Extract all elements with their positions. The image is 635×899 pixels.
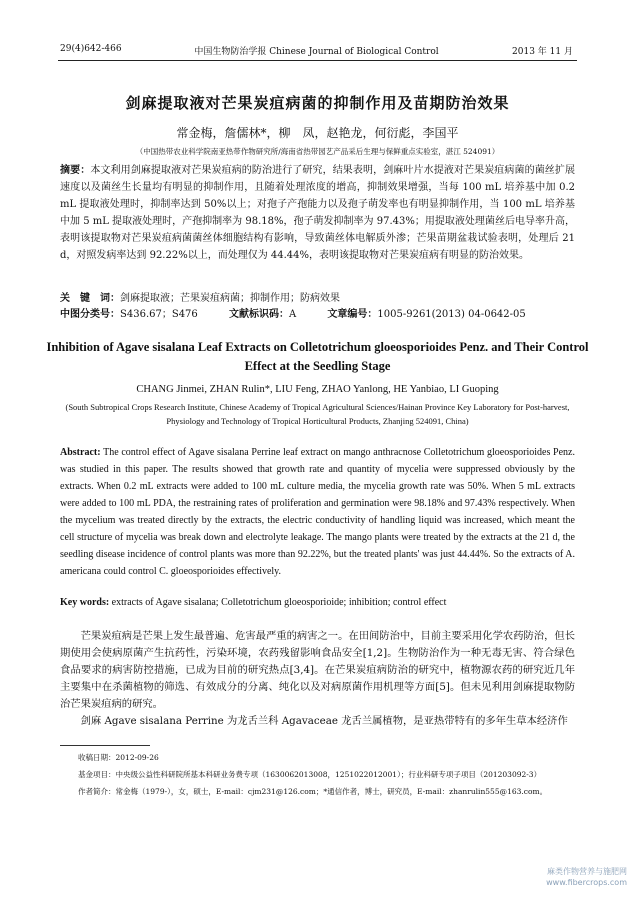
chinese-authors: 常金梅，詹儒林*，柳 凤，赵艳龙，何衍彪，李国平	[176, 126, 459, 140]
watermark-line-2: www.fibercrops.com	[546, 878, 627, 887]
running-header	[60, 44, 573, 58]
chinese-keywords	[60, 290, 575, 307]
footnote-received: 收稿日期：2012-09-26	[78, 753, 159, 762]
doc-code-value: A	[288, 309, 297, 320]
footnote-author-info: 作者简介：常金梅（1979-），女，硕士，E-mail：cjm231@126.com；*通信作者，博士，研究员，E-mail：zhanrulin555@163.com。	[78, 787, 548, 796]
english-title: Inhibition of Agave sisalana Leaf Extracts on Colletotrichum gloeosporioides Penz. and Their Control Effect at the Seedling Stage	[46, 340, 589, 373]
english-abstract-label: Abstract:	[60, 447, 101, 458]
chinese-affiliation: （中国热带农业科学院南亚热带作物研究所/海南省热带园艺产品采后生理与保鲜重点实验室，湛江 524091）	[135, 147, 500, 156]
footnote-funding: 基金项目：中央级公益性科研院所基本科研业务费专项（1630062013008，1251022012001）；行业科研专项子项目（201203092-3）	[78, 770, 542, 779]
doc-code-label: 文献标识码：	[228, 309, 289, 320]
chinese-title: 剑麻提取液对芒果炭疽病菌的抑制作用及苗期防治效果	[125, 94, 510, 112]
english-keywords	[60, 597, 575, 608]
chinese-keywords-label: 关 键 词：	[60, 293, 120, 304]
article-number-value: 1005-9261(2013) 04-0642-05	[377, 309, 526, 320]
footnote-rule	[60, 745, 150, 746]
article-number-label: 文章编号：	[327, 309, 378, 320]
english-abstract-text: The control effect of Agave sisalana Perrine leaf extract on mango anthracnose Colletotrichum gloeosporioides Penz. was studied in this paper. The results showed that growth rate and quantity of mycelia were suppressed obviously by the extracts. When 0.2 mL extracts were added to 100 mL culture media, the mycelia growth rate was 50%. When 5 mL extracts were added to 100 mL PDA, the restraining rates of proliferation and germination were 98.18% and 97.43% respectively. When the mycelium was treated directly by the extracts, the electric conductivity of handling liquid was increased, which meant the cell structure of mycelia was break down and electrolyte leakage. The mango plants were treated by the extracts at the 21 d, the seedling disease incidence of control plants was more than 92.22%, but the treated plants' was just 44.44%. So the extracts of A. americana could control C. gloeosporioides effectively.	[60, 447, 575, 577]
english-abstract	[60, 444, 575, 580]
class-value: S436.67；S476	[120, 309, 198, 320]
english-keywords-text: extracts of Agave sisalana; Colletotrichum gloeosporioide; inhibition; control effect	[111, 597, 447, 608]
header-journal: 中国生物防治学报 Chinese Journal of Biological Control	[194, 47, 439, 57]
body-paragraph: 剑麻 Agave sisalana Perrine 为龙舌兰科 Agavaceae 龙舌兰属植物，是亚热带特有的多年生草本经济作	[80, 715, 568, 727]
chinese-abstract-text: 本文利用剑麻提取液对芒果炭疽病的防治进行了研究，结果表明，剑麻叶片水提液对芒果炭疽病菌的菌丝扩展速度以及菌丝生长量均有明显的抑制作用，且随着处理浓度的增高，抑制效果增强，当每 100 mL 培养基中加 0.2 mL 提取液处理时，抑制率达到 50%以上；对孢子产孢能力以及孢子萌发率也有明显抑制作用，当 100 mL 培养基中加 5 mL 提取液处理时，产孢抑制率为 98.18%，孢子萌发抑制率为 97.43%；用提取液处理菌丝后电导率升高，表明该提取物对芒果炭疽病菌菌丝体细胞结构有影响，导致菌丝体电解质外渗；芒果苗期盆栽试验表明，处理后 21 d，对照发病率达到 92.22%以上，而处理仅为 44.44%，表明该提取物对芒果炭疽病有明显的防治效果。	[60, 165, 576, 261]
header-date: 2013 年 11 月	[512, 47, 573, 57]
english-keywords-label: Key words:	[60, 597, 110, 608]
chinese-abstract-label: 摘要：	[60, 165, 91, 176]
header-volume: 29(4)642-466	[60, 44, 122, 54]
class-label: 中图分类号：	[60, 309, 120, 320]
watermark-line-1: 麻类作物营养与施肥网	[547, 867, 627, 876]
body-text	[60, 628, 575, 730]
english-affiliation: (South Subtropical Crops Research Institute, Chinese Academy of Tropical Agricultural Sciences/Hainan Province Key Laboratory for Post-harvest, Physiology and Technology of Tropical Horticultural Products, Zhanjing 524091, China)	[65, 402, 570, 426]
watermark	[546, 866, 627, 888]
chinese-keywords-text: 剑麻提取液；芒果炭疽病菌；抑制作用；防病效果	[120, 293, 340, 304]
chinese-abstract	[60, 162, 575, 264]
english-authors: CHANG Jinmei, ZHAN Rulin*, LIU Feng, ZHAO Yanlong, HE Yanbiao, LI Guoping	[136, 384, 499, 395]
body-paragraph: 芒果炭疽病是芒果上发生最普遍、危害最严重的病害之一。在田间防治中，目前主要采用化学农药防治，但长期使用会使病原菌产生抗药性，污染环境，农药残留影响食品安全[1,2]。生物防治作为一种无毒无害、符合绿色食品要求的病害防控措施，已成为目前的研究热点[3,4]。在芒果炭疽病防治的研究中，植物源农药的研究近几年主要集中在杀菌植物的筛选、有效成分的分离、纯化以及对病原菌作用机理等方面[5]。但未见利用剑麻提取物防治芒果炭疽病的研究。	[60, 630, 575, 710]
header-rule	[58, 60, 577, 61]
classification-line	[60, 306, 575, 323]
